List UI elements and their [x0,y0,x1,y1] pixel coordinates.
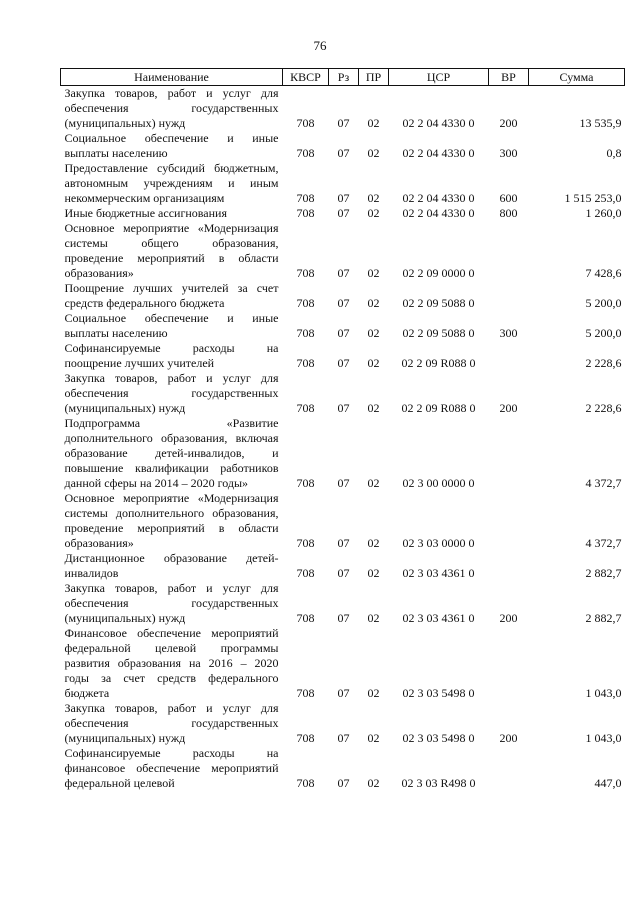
table-row [61,491,625,551]
row-kvsr: 708 [296,296,315,310]
budget-table [60,68,625,791]
row-kvsr: 708 [296,266,315,280]
row-kvsr: 708 [296,401,315,415]
table-body [61,86,625,792]
row-kvsr: 708 [296,731,315,745]
row-pr: 02 [367,611,380,625]
row-sum: 5 200,0 [585,326,622,340]
row-name: Закупка товаров, работ и услуг для обеспечения государственных (муниципальных) нужд [64,581,279,625]
table-row [61,161,625,206]
row-csr: 02 2 09 5088 0 [402,326,475,340]
table-header-row [61,69,625,86]
row-pr: 02 [367,266,380,280]
table-row [61,746,625,791]
table-row [61,371,625,416]
row-pr: 02 [367,116,380,130]
row-rz: 07 [337,776,350,790]
row-vr [489,551,529,581]
row-kvsr: 708 [296,116,315,130]
row-vr [489,341,529,371]
row-rz: 07 [337,326,350,340]
row-vr [489,281,529,311]
row-csr: 02 3 03 0000 0 [402,536,475,550]
row-name: Социальное обеспечение и иные выплаты населению [64,311,279,340]
row-csr: 02 2 09 R088 0 [401,356,476,370]
table-row [61,281,625,311]
row-pr: 02 [367,356,380,370]
row-rz: 07 [337,146,350,160]
row-sum: 13 535,9 [579,116,622,130]
header-csr: ЦСР [389,69,489,86]
row-name: Социальное обеспечение и иные выплаты населению [64,131,279,160]
row-vr [489,626,529,701]
row-name: Основное мероприятие «Модернизация системы общего образования, проведение мероприятий в области образования» [64,221,279,280]
row-rz: 07 [337,686,350,700]
row-pr: 02 [367,146,380,160]
row-csr: 02 3 00 0000 0 [402,476,475,490]
table-row [61,131,625,161]
row-kvsr: 708 [296,776,315,790]
row-vr: 200 [499,611,518,625]
table-row [61,86,625,132]
table-row [61,416,625,491]
row-rz: 07 [337,116,350,130]
table-row [61,341,625,371]
row-sum: 1 260,0 [585,206,622,220]
row-rz: 07 [337,611,350,625]
row-name: Закупка товаров, работ и услуг для обеспечения государственных (муниципальных) нужд [64,371,279,415]
row-rz: 07 [337,266,350,280]
header-rz: Рз [329,69,359,86]
row-sum: 2 228,6 [585,401,622,415]
row-sum: 5 200,0 [585,296,622,310]
row-name: Закупка товаров, работ и услуг для обеспечения государственных (муниципальных) нужд [64,86,279,130]
row-vr [489,416,529,491]
row-csr: 02 3 03 4361 0 [402,566,475,580]
table-row [61,551,625,581]
row-csr: 02 2 04 4330 0 [402,116,475,130]
row-kvsr: 708 [296,686,315,700]
header-sum: Сумма [529,69,625,86]
row-vr: 300 [499,146,518,160]
row-kvsr: 708 [296,326,315,340]
row-kvsr: 708 [296,611,315,625]
row-pr: 02 [367,296,380,310]
row-sum: 1 043,0 [585,731,622,745]
row-vr [489,221,529,281]
row-name: Софинансируемые расходы на финансовое обеспечение мероприятий федеральной целевой [64,746,279,790]
header-vr: ВР [489,69,529,86]
row-csr: 02 3 03 4361 0 [402,611,475,625]
row-pr: 02 [367,536,380,550]
row-rz: 07 [337,191,350,205]
row-csr: 02 2 09 R088 0 [401,401,476,415]
row-rz: 07 [337,206,350,220]
row-sum: 1 515 253,0 [564,191,622,205]
row-sum: 447,0 [594,776,622,790]
row-pr: 02 [367,776,380,790]
table-row [61,701,625,746]
row-pr: 02 [367,686,380,700]
row-kvsr: 708 [296,476,315,490]
row-sum: 4 372,7 [585,476,622,490]
row-name: Финансовое обеспечение мероприятий федеральной целевой программы развития образования на 2016 – 2020 годы за счет средств федерального бюджета [64,626,279,700]
page-number: 76 [313,38,327,53]
row-csr: 02 2 09 0000 0 [402,266,475,280]
row-pr: 02 [367,401,380,415]
row-csr: 02 2 09 5088 0 [402,296,475,310]
row-sum: 2 882,7 [585,611,622,625]
row-rz: 07 [337,536,350,550]
row-kvsr: 708 [296,566,315,580]
row-name: Поощрение лучших учителей за счет средств федерального бюджета [64,281,279,310]
row-sum: 2 882,7 [585,566,622,580]
row-sum: 7 428,6 [585,266,622,280]
table-row [61,311,625,341]
header-pr: ПР [359,69,389,86]
row-name: Закупка товаров, работ и услуг для обеспечения государственных (муниципальных) нужд [64,701,279,745]
row-vr: 300 [499,326,518,340]
table-row [61,626,625,701]
row-pr: 02 [367,326,380,340]
row-rz: 07 [337,566,350,580]
row-pr: 02 [367,731,380,745]
row-kvsr: 708 [296,536,315,550]
row-vr: 200 [499,731,518,745]
row-rz: 07 [337,296,350,310]
row-kvsr: 708 [296,191,315,205]
row-sum: 1 043,0 [585,686,622,700]
row-vr: 800 [499,206,518,220]
row-sum: 2 228,6 [585,356,622,370]
row-sum: 0,8 [606,146,622,160]
row-csr: 02 2 04 4330 0 [402,191,475,205]
row-name: Дистанционное образование детей-инвалидов [64,551,279,580]
table-row [61,221,625,281]
row-pr: 02 [367,476,380,490]
row-sum: 4 372,7 [585,536,622,550]
row-kvsr: 708 [296,206,315,220]
row-kvsr: 708 [296,356,315,370]
header-kvsr: КВСР [283,69,329,86]
row-name: Подпрограмма «Развитие дополнительного образования, включая образование детей-инвалидов, и повышение квалификации работников данной сферы на 2014 – 2020 годы» [64,416,279,490]
row-pr: 02 [367,566,380,580]
row-name: Иные бюджетные ассигнования [64,206,227,220]
row-pr: 02 [367,191,380,205]
row-name: Основное мероприятие «Модернизация системы дополнительного образования, проведение мероприятий в области образования» [64,491,279,550]
row-kvsr: 708 [296,146,315,160]
table-row [61,581,625,626]
header-name: Наименование [61,69,283,86]
row-name: Предоставление субсидий бюджетным, автономным учреждениям и иным некоммерческим организациям [64,161,279,205]
row-vr [489,491,529,551]
row-rz: 07 [337,731,350,745]
row-vr: 200 [499,401,518,415]
row-csr: 02 3 03 R498 0 [401,776,476,790]
row-csr: 02 3 03 5498 0 [402,686,475,700]
row-vr: 200 [499,116,518,130]
row-csr: 02 2 04 4330 0 [402,206,475,220]
row-csr: 02 3 03 5498 0 [402,731,475,745]
row-rz: 07 [337,356,350,370]
row-csr: 02 2 04 4330 0 [402,146,475,160]
row-name: Софинансируемые расходы на поощрение лучших учителей [64,341,279,370]
row-rz: 07 [337,476,350,490]
row-pr: 02 [367,206,380,220]
row-rz: 07 [337,401,350,415]
table-row [61,206,625,221]
row-vr [489,746,529,791]
row-vr: 600 [499,191,518,205]
